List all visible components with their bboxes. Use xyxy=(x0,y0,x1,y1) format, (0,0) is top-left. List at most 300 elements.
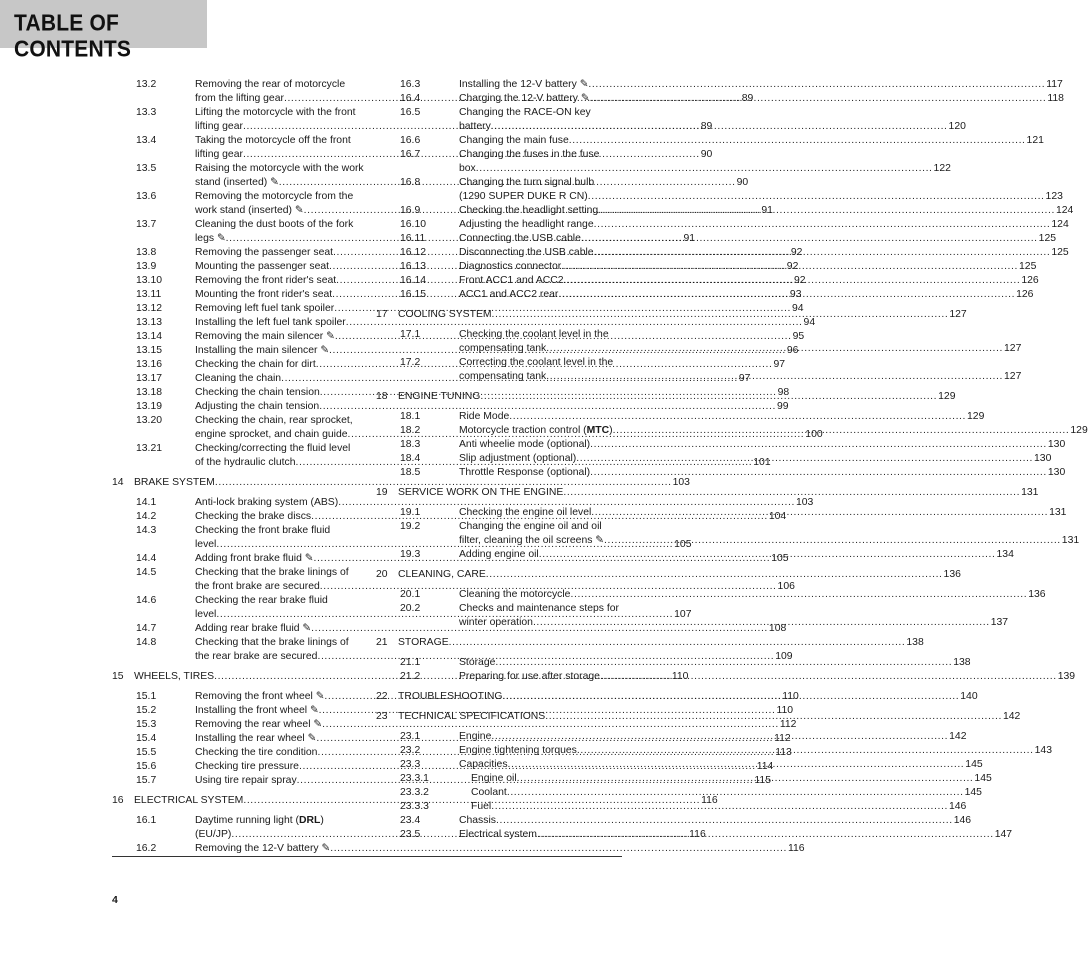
entry-title: Anti wheelie mode (optional) xyxy=(459,439,591,450)
section-title: WHEELS, TIRES xyxy=(134,671,215,682)
entry-title: Changing the main fuse xyxy=(459,135,569,146)
toc-entry[interactable] xyxy=(376,466,1066,480)
dot-leader xyxy=(563,486,1020,500)
entry-title: Motorcycle traction control (MTC) xyxy=(459,425,613,436)
entry-title: Front ACC1 and ACC2 xyxy=(459,275,564,286)
dot-leader xyxy=(539,548,996,562)
entry-number: 23.3.2 xyxy=(400,787,429,798)
entry-last-line xyxy=(459,246,1069,260)
entry-body xyxy=(459,602,1008,630)
dot-leader xyxy=(598,204,1055,218)
entry-number: 13.11 xyxy=(136,289,162,300)
entry-line: Checking/correcting the fluid level xyxy=(195,443,351,454)
entry-title: Fuel xyxy=(471,801,492,812)
dot-leader xyxy=(496,814,953,828)
page-ref: 116 xyxy=(701,795,718,806)
entry-body xyxy=(459,786,982,800)
page-ref: 131 xyxy=(1061,535,1080,546)
toc-entry[interactable] xyxy=(112,718,797,732)
entry-title: stand (inserted) ✎ xyxy=(195,177,279,188)
entry-number: 13.16 xyxy=(136,359,163,370)
entry-number: 19.3 xyxy=(400,549,421,560)
entry-title: the front brake are secured xyxy=(195,581,320,592)
entry-body xyxy=(459,78,1063,92)
entry-last-line xyxy=(459,828,1012,842)
section-title: STORAGE xyxy=(398,637,449,648)
page-ref: 129 xyxy=(938,391,956,402)
entry-title: Installing the front wheel ✎ xyxy=(195,705,319,716)
entry-title: Anti-lock braking system (ABS) xyxy=(195,497,339,508)
entry-last-line xyxy=(459,134,1044,148)
dot-leader xyxy=(588,78,1045,92)
entry-last-line xyxy=(459,204,1073,218)
page-ref: 117 xyxy=(1046,79,1063,90)
dot-leader xyxy=(561,260,1018,274)
entry-title: level xyxy=(195,539,217,550)
toc-entry[interactable] xyxy=(112,400,789,414)
entry-title: Removing the rear wheel ✎ xyxy=(195,719,323,730)
page-ref: 134 xyxy=(996,549,1014,560)
entry-line: Changing the engine oil and oil xyxy=(459,521,602,532)
dot-leader xyxy=(604,534,1061,548)
entry-last-line xyxy=(195,842,805,856)
section-title: CLEANING, CARE xyxy=(398,569,486,580)
page-ref: 112 xyxy=(779,719,797,730)
entry-last-line xyxy=(459,274,1039,288)
entry-title: Removing the 12-V battery ✎ xyxy=(195,843,331,854)
entry-line: Checking the front brake fluid xyxy=(195,525,331,536)
page-ref: 131 xyxy=(1021,487,1039,498)
entry-body xyxy=(459,828,1012,842)
section-number: 14 xyxy=(112,477,124,488)
entry-number: 14.7 xyxy=(136,623,157,634)
page-ref: 92 xyxy=(790,247,803,258)
entry-number: 17.1 xyxy=(400,329,421,340)
entry-last-line xyxy=(459,656,971,670)
entry-title: Checking the headlight setting xyxy=(459,205,599,216)
section-title: BRAKE SYSTEM xyxy=(134,477,215,488)
entry-number: 18.2 xyxy=(400,425,421,436)
entry-number: 13.12 xyxy=(136,303,163,314)
entry-number: 16.6 xyxy=(400,135,421,146)
dot-leader xyxy=(558,288,1015,302)
page-ref: 95 xyxy=(792,331,805,342)
entry-number: 16.10 xyxy=(400,219,427,230)
dot-leader xyxy=(476,162,933,176)
dot-leader xyxy=(581,232,1038,246)
entry-body xyxy=(459,730,966,744)
page-ref: 109 xyxy=(775,651,793,662)
entry-line: Correcting the coolant level in the xyxy=(459,357,614,368)
toc-entry[interactable] xyxy=(376,218,1069,232)
entry-last-line xyxy=(459,288,1033,302)
page-ref: 127 xyxy=(949,309,967,320)
section-line xyxy=(398,568,961,582)
dot-leader xyxy=(546,342,1003,356)
entry-title: Checking the engine oil level xyxy=(459,507,592,518)
entry-last-line xyxy=(459,814,971,828)
entry-number: 20.2 xyxy=(400,603,421,614)
entry-last-line xyxy=(459,260,1036,274)
entry-last-line xyxy=(459,452,1051,466)
entry-number: 16.14 xyxy=(400,275,427,286)
entry-title: Adding front brake fluid ✎ xyxy=(195,553,314,564)
page-ref: 136 xyxy=(1028,589,1046,600)
entry-title: filter, cleaning the oil screens ✎ xyxy=(459,535,605,546)
entry-body xyxy=(459,410,984,424)
entry-number: 16.13 xyxy=(400,261,427,272)
entry-title: Checking the tire condition xyxy=(195,747,318,758)
toc-section[interactable] xyxy=(376,636,924,650)
entry-title: Charging the 12-V battery ✎ xyxy=(459,93,590,104)
entry-number: 16.5 xyxy=(400,107,421,118)
page-ref: 136 xyxy=(943,569,961,580)
dot-leader xyxy=(492,308,949,322)
entry-last-line xyxy=(459,670,1075,684)
dot-leader xyxy=(546,370,1003,384)
page-ref: 94 xyxy=(803,317,816,328)
entry-number: 16.4 xyxy=(400,93,421,104)
dot-leader xyxy=(533,616,990,630)
dot-leader xyxy=(594,218,1051,232)
entry-body xyxy=(459,466,1065,480)
entry-title: Adjusting the headlight range xyxy=(459,219,594,230)
entry-title: Storage xyxy=(459,657,496,668)
entry-body xyxy=(459,758,983,772)
dot-leader xyxy=(507,786,964,800)
entry-body xyxy=(459,656,971,670)
entry-title: Removing the front wheel ✎ xyxy=(195,691,325,702)
entry-title: Diagnostics connector xyxy=(459,261,562,272)
page-ref: 126 xyxy=(1016,289,1034,300)
entry-number: 16.2 xyxy=(136,843,157,854)
entry-title: lifting gear xyxy=(195,149,243,160)
entry-number: 23.5 xyxy=(400,829,421,840)
entry-line: Checking that the brake linings of xyxy=(195,637,349,648)
dot-leader xyxy=(480,390,937,404)
entry-last-line xyxy=(459,410,984,424)
toc-subentry[interactable] xyxy=(376,786,982,800)
page-ref: 145 xyxy=(974,773,992,784)
page-ref: 90 xyxy=(700,149,713,160)
entry-number: 13.15 xyxy=(136,345,163,356)
toc-entry[interactable] xyxy=(376,814,972,828)
entry-number: 15.3 xyxy=(136,719,157,730)
page-ref: 145 xyxy=(965,759,983,770)
page-ref: 127 xyxy=(1004,371,1022,382)
page-ref: 101 xyxy=(753,457,771,468)
entry-body xyxy=(459,356,1021,384)
entry-last-line xyxy=(459,92,1064,106)
page-ref: 146 xyxy=(953,815,972,826)
entry-number: 13.6 xyxy=(136,191,157,202)
entry-number: 15.6 xyxy=(136,761,157,772)
entry-last-line xyxy=(459,120,966,134)
entry-number: 15.1 xyxy=(136,691,157,702)
entry-line: Changing the fuses in the fuse xyxy=(459,149,600,160)
entry-title: engine sprocket, and chain guide xyxy=(195,429,348,440)
page-ref: 94 xyxy=(791,303,804,314)
entry-body xyxy=(459,506,1066,520)
page-ref: 121 xyxy=(1026,135,1044,146)
entry-last-line xyxy=(459,588,1046,602)
section-line xyxy=(398,690,978,704)
dot-leader xyxy=(545,710,1002,724)
entry-body xyxy=(459,260,1036,274)
page-ref: 127 xyxy=(1004,343,1022,354)
entry-number: 21.2 xyxy=(400,671,421,682)
entry-title: box xyxy=(459,163,476,174)
section-number: 17 xyxy=(376,309,388,320)
dot-leader xyxy=(594,246,1051,260)
entry-last-line xyxy=(459,772,992,786)
entry-number: 13.9 xyxy=(136,261,157,272)
page-ref: 139 xyxy=(1057,671,1076,682)
entry-number: 13.2 xyxy=(136,79,157,90)
page-number: 4 xyxy=(112,894,118,906)
entry-last-line xyxy=(459,162,951,176)
entry-number: 13.8 xyxy=(136,247,157,258)
entry-body xyxy=(459,438,1065,452)
entry-line: Checks and maintenance steps for xyxy=(459,603,619,614)
entry-title: of the hydraulic clutch xyxy=(195,457,296,468)
toc-section[interactable] xyxy=(112,476,690,490)
section-title: SERVICE WORK ON THE ENGINE xyxy=(398,487,564,498)
entry-title: Adjusting the chain tension xyxy=(195,401,320,412)
page-ref: 142 xyxy=(1003,711,1021,722)
dot-leader xyxy=(590,438,1047,452)
entry-line: Taking the motorcycle off the front xyxy=(195,135,351,146)
page-ref: 129 xyxy=(1070,425,1088,436)
entry-number: 18.3 xyxy=(400,439,421,450)
entry-number: 15.7 xyxy=(136,775,157,786)
entry-body xyxy=(459,744,1052,758)
dot-leader xyxy=(569,134,1026,148)
toc-section[interactable] xyxy=(376,486,1039,500)
entry-title: level xyxy=(195,609,217,620)
entry-line: Daytime running light (DRL) xyxy=(195,815,324,826)
page-ref: 125 xyxy=(1051,247,1069,258)
entry-number: 13.5 xyxy=(136,163,157,174)
entry-title: Installing the main silencer ✎ xyxy=(195,345,330,356)
entry-title: Removing the main silencer ✎ xyxy=(195,331,335,342)
entry-title: (EU/JP) xyxy=(195,829,232,840)
toc-entry[interactable] xyxy=(376,78,1063,92)
entry-title: compensating tank xyxy=(459,371,547,382)
page-ref: 138 xyxy=(953,657,971,668)
entry-number: 16.8 xyxy=(400,177,421,188)
entry-number: 17.2 xyxy=(400,357,421,368)
entry-line: Cleaning the dust boots of the fork xyxy=(195,219,354,230)
entry-title: Disconnecting the USB cable xyxy=(459,247,594,258)
entry-title: Cleaning the chain xyxy=(195,373,282,384)
page-ref: 130 xyxy=(1034,453,1052,464)
page-ref: 126 xyxy=(1021,275,1039,286)
page-ref: 89 xyxy=(700,121,713,132)
entry-number: 16.11 xyxy=(400,233,426,244)
page-ref: 104 xyxy=(768,511,787,522)
toc-entry[interactable] xyxy=(376,588,1046,602)
entry-number: 18.4 xyxy=(400,453,421,464)
page-ref: 116 xyxy=(689,829,706,840)
entry-number: 18.5 xyxy=(400,467,421,478)
entry-title: Adding engine oil xyxy=(459,549,539,560)
entry-last-line xyxy=(459,548,1014,562)
dot-leader xyxy=(590,466,1047,480)
toc-entry[interactable] xyxy=(112,496,814,510)
toc-entry[interactable] xyxy=(376,410,985,424)
entry-title: Capacities xyxy=(459,759,508,770)
entry-number: 14.3 xyxy=(136,525,157,536)
entry-number: 18.1 xyxy=(400,411,421,422)
section-title: ENGINE TUNING xyxy=(398,391,481,402)
page-ref: 146 xyxy=(949,801,967,812)
entry-body xyxy=(459,134,1044,148)
entry-title: Connecting the USB cable xyxy=(459,233,581,244)
page-ref: 122 xyxy=(933,163,951,174)
page-ref: 138 xyxy=(906,637,924,648)
entry-body xyxy=(459,218,1069,232)
dot-leader xyxy=(330,842,787,856)
entry-number: 13.20 xyxy=(136,415,163,426)
entry-title: Engine tightening torques xyxy=(459,745,577,756)
page-ref: 98 xyxy=(777,387,790,398)
entry-number: 16.1 xyxy=(136,815,157,826)
entry-title: Removing the passenger seat xyxy=(195,247,334,258)
section-number: 16 xyxy=(112,795,124,806)
page-ref: 105 xyxy=(771,553,789,564)
toc-entry[interactable] xyxy=(376,134,1044,148)
dot-leader xyxy=(577,744,1034,758)
entry-title: battery xyxy=(459,121,491,132)
entry-last-line xyxy=(459,78,1063,92)
entry-last-line xyxy=(459,438,1065,452)
entry-body xyxy=(459,814,971,828)
entry-title: ACC1 and ACC2 rear xyxy=(459,289,559,300)
toc-entry[interactable] xyxy=(376,176,1063,204)
entry-line: Checking the rear brake fluid xyxy=(195,595,328,606)
section-title: TROUBLESHOOTING xyxy=(398,691,503,702)
entry-title: compensating tank xyxy=(459,343,547,354)
page-ref: 116 xyxy=(787,843,805,854)
entry-title: the rear brake are secured xyxy=(195,651,318,662)
entry-body xyxy=(459,670,1075,684)
entry-body xyxy=(459,800,966,814)
entry-title: Installing the left fuel tank spoiler xyxy=(195,317,346,328)
page-ref: 110 xyxy=(782,691,799,702)
page-ref: 137 xyxy=(990,617,1009,628)
entry-body xyxy=(459,288,1033,302)
entry-number: 16.15 xyxy=(400,289,427,300)
entry-title: Engine xyxy=(459,731,492,742)
page-title: TABLE OF CONTENTS xyxy=(14,11,132,62)
entry-last-line xyxy=(459,730,966,744)
entry-body xyxy=(459,452,1051,466)
page-ref: 108 xyxy=(768,623,787,634)
toc-entry[interactable] xyxy=(112,842,805,856)
entry-body xyxy=(459,772,992,786)
page-ref: 129 xyxy=(967,411,985,422)
page-ref: 97 xyxy=(738,373,751,384)
section-number: 22 xyxy=(376,691,388,702)
entry-number: 13.10 xyxy=(136,275,163,286)
page-ref: 103 xyxy=(795,497,814,508)
page-ref: 145 xyxy=(964,787,982,798)
entry-title: Engine oil xyxy=(471,773,517,784)
entry-last-line xyxy=(459,616,1008,630)
entry-title: Checking tire pressure xyxy=(195,761,299,772)
page-ref: 93 xyxy=(789,289,802,300)
entry-body xyxy=(459,106,966,134)
section-number: 19 xyxy=(376,487,388,498)
entry-number: 16.9 xyxy=(400,205,421,216)
page-ref: 103 xyxy=(672,477,690,488)
entry-line: Raising the motorcycle with the work xyxy=(195,163,364,174)
entry-number: 14.1 xyxy=(136,497,157,508)
entry-last-line xyxy=(459,424,1088,438)
page-ref: 110 xyxy=(671,671,689,682)
entry-title: Using tire repair spray xyxy=(195,775,297,786)
entry-title: winter operation xyxy=(459,617,533,628)
entry-title: Cleaning the motorcycle xyxy=(459,589,571,600)
page-ref: 91 xyxy=(683,233,695,244)
page-ref: 143 xyxy=(1034,745,1052,756)
dot-leader xyxy=(576,452,1033,466)
entry-title: Preparing for use after storage xyxy=(459,671,600,682)
page-ref: 142 xyxy=(949,731,967,742)
entry-body xyxy=(459,520,1079,548)
entry-last-line xyxy=(459,370,1021,384)
page-ref: 113 xyxy=(775,747,792,758)
toc-section[interactable] xyxy=(376,568,961,582)
page-ref: 106 xyxy=(777,581,795,592)
page-ref: 105 xyxy=(674,539,692,550)
dot-leader xyxy=(495,656,952,670)
dot-leader xyxy=(590,92,1047,106)
entry-title: Mounting the passenger seat xyxy=(195,261,330,272)
entry-body xyxy=(459,274,1039,288)
dot-leader xyxy=(570,588,1027,602)
page-ref: 125 xyxy=(1019,261,1037,272)
page-ref: 131 xyxy=(1049,507,1067,518)
entry-title: Removing left fuel tank spoiler xyxy=(195,303,335,314)
entry-number: 14.2 xyxy=(136,511,157,522)
entry-number: 16.7 xyxy=(400,149,421,160)
section-line xyxy=(398,636,924,650)
entry-body xyxy=(459,328,1021,356)
entry-last-line xyxy=(459,534,1079,548)
section-number: 15 xyxy=(112,671,124,682)
toc-entry[interactable] xyxy=(112,316,816,330)
entry-title: (1290 SUPER DUKE R CN) xyxy=(459,191,588,202)
entry-number: 23.3.1 xyxy=(400,773,429,784)
dot-leader xyxy=(491,120,948,134)
page-ref: 130 xyxy=(1047,439,1066,450)
entry-number: 14.4 xyxy=(136,553,157,564)
entry-number: 16.12 xyxy=(400,247,427,258)
entry-title: Ride Mode xyxy=(459,411,510,422)
entry-line: Lifting the motorcycle with the front xyxy=(195,107,356,118)
section-number: 20 xyxy=(376,569,388,580)
entry-title: Chassis xyxy=(459,815,496,826)
entry-number: 15.2 xyxy=(136,705,157,716)
toc-entry[interactable] xyxy=(376,438,1066,452)
dot-leader xyxy=(564,274,1021,288)
dot-leader xyxy=(613,424,1070,438)
entry-title: Checking the brake discs xyxy=(195,511,312,522)
entry-title: work stand (inserted) ✎ xyxy=(195,205,304,216)
entry-last-line xyxy=(459,232,1056,246)
